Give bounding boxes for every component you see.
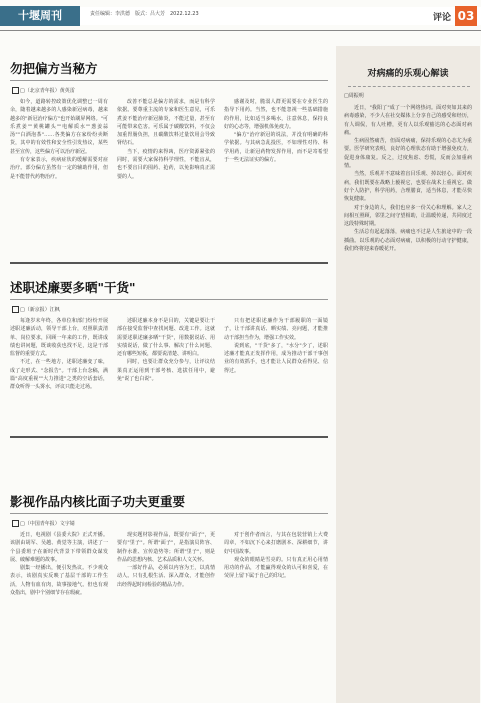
page-number: 03 [455,6,477,26]
paragraph: 生活总有起起落落，病痛也不过是人生旅途中的一段插曲。以乐观的心态面对病痛，以积极的行动守护健康，我们终将迎来春暖花开。 [344,229,472,253]
paragraph: "偏方"治疗新冠的说法，并没有明确的科学依据。与其病急乱投医，不如理性对待、科学用药，让新冠药物发挥作用，而不是寄希望于一些无法证实的偏方。 [224,132,328,164]
paragraph: 观众的眼睛是雪亮的。只有真正用心用情用功的作品，才能赢得观众的认可和喜爱，在荧屏上留下属于自己的印记。 [224,556,328,580]
section-divider [10,262,328,264]
header-rule [0,30,481,31]
article-1-col-3 [224,98,328,256]
paragraph: 感谢及时，脆弱人群更需要在专业医生的指导下用药。当然，也不能忽视一些基础措施的作用，比如适当多喝水，注意休息，保持良好的心态等，增强机体免疫力。 [224,99,328,130]
editor-credits: 责任编辑：李洪德 版式：吕大芳 2022.12.23 [90,11,199,17]
article-1-rule [10,80,328,81]
sidebar-dashed-rule [348,86,470,87]
article-2-col-3 [224,317,328,429]
paragraph: 当下，疫情的来得凶，医疗资源紧张的同时，需要大家保持科学理性，不能盲从，也不要盲目的囤药、抢药，以免影响真正需要的人。 [117,148,215,180]
article-2-byline-text: □（新京报）江枫 [20,307,60,313]
article-3-col-3 [224,531,328,699]
paragraph: 当然，乐观并不意味着盲目乐观、掉以轻心。面对疾病，我们既要在战略上藐视它，也要在战术上重视它。做好个人防护，科学用药，合理膳食，适当休息，才能尽快恢复健康。 [344,171,472,203]
page-header [0,0,481,30]
paragraph: 不过，在一些地方，述职述廉变了味，成了走形式、"念报告"。干部上台念稿，满篇"高度重视""大力推进"之类的空话套话，群众听得一头雾水，评议只能走过场。 [10,359,108,391]
paragraph: 说到底，"干货"多了，"水分"少了，述职述廉才能真正发挥作用，成为推动干部干事创业的有效抓手，也才能让人民群众看得见、信得过。 [224,342,328,374]
paragraph: 对于创作者而言，与其在包装营销上大费周章，不如沉下心来打磨剧本、深耕细节，讲好中国故事。 [224,532,328,555]
paragraph: 每逢岁末年终，各单位和部门纷纷开展述职述廉活动，领导干部上台，对照职责清单、岗位要求，回顾一年来的工作，既讲成绩也讲问题，既谈收获也找不足，这是干部监督的重要方式。 [10,318,108,358]
paragraph: 现实题材影视作品，既要有"面子"，更要有"里子"。所谓"面子"，是指演员阵容、制作水准、宣传造势等；所谓"里子"，则是作品的思想内核、艺术品质和人文关怀。 [117,532,215,563]
byline-box-icon [12,306,19,313]
paragraph: 生病固然痛苦，但面对病痛，保持乐观的心态尤为重要。医学研究表明，良好的心理状态有助于增强免疫力，促进身体康复。反之，过度焦虑、恐慌，反而会加重病情。 [344,138,472,170]
paragraph: 同时，也要让群众充分参与，让评议结果真正运用到干部考核、选拔任用中，避免"说了也白说"。 [117,359,215,383]
byline-box-icon [12,87,19,94]
paragraph: 对于身边的人，我们也应多一份关心和理解。家人之间相互照顾，邻里之间守望相助，让温暖传递，共同度过这段特殊时期。 [344,204,472,228]
section-divider [10,436,328,438]
article-1-byline-text: □（北京青年报）黄英雷 [20,88,75,94]
paragraph: 改善不能总是偏方的需求，而是有科学依据。要尊重主流的专家和医生意见，可乐煮姜不能治疗新冠肺炎，不能过量，甚至有可能带来危害。可乐属于碳酸饮料，不仅会加重胃肠负担，且碳酸饮料过量饮用会导致肾结石。 [117,99,215,147]
paragraph: 有专家表示，疾病症状的缓解需要对症治疗。部分偏方虽然有一定的辅助作用，但是不能替代药物治疗。 [10,157,108,180]
article-2-col-2 [117,317,215,429]
article-3-byline-text: □（中国青年报）文宇婧 [20,521,75,527]
article-2-byline [12,306,60,313]
paragraph: 一部好作品，必须以内容为王，以真情动人。只有扎根生活、深入群众，才能创作出经得起时间检验的精品力作。 [117,565,215,588]
newspaper-brand: 十堰周刊 [0,6,80,26]
paragraph: 近日，电视剧《县委大院》正式开播。该剧由胡军、吴越、黄觉等主演，讲述了一个县委班子在新时代背景下带领群众谋发展、破解难题的故事。 [10,532,108,563]
paragraph: 剧集一经播出，便引发热议。不少观众表示，该剧真实反映了基层干部的工作生活，人物有血有肉，故事接地气。但也有观众指出，剧中个别细节存在瑕疵。 [10,565,108,597]
section-title: 评论 [432,13,451,23]
sidebar-title: 对病痛的乐观心解读 [367,69,449,79]
paragraph: 近日，"我阳了"成了一个网络热词。面对突如其来的病毒感染，不少人在社交媒体上分享自己的感受和经历，有人调侃，有人吐槽，更有人以乐观豁达的心态面对病痛。 [344,105,472,136]
article-1-byline [12,87,75,94]
article-2-rule [10,299,328,300]
article-2-col-1 [10,317,108,429]
sidebar-commentary [336,46,480,703]
paragraph: 只有把述职述廉作为干部履职的一面镜子，让干部讲真话、晒实绩、亮问题，才能推动干部担当作为，增强工作实效。 [224,318,328,341]
article-3-rule [10,513,328,514]
article-1-col-2 [117,98,215,256]
article-3-col-2 [117,531,215,699]
paragraph: 如今，道路转控政策优化调整已一周有余，随着越来越多的人感染新冠病毒，越来越多的"新冠治疗偏方"也开始刷屏网络。"可乐煮姜""黄桃罐头""电解质水""葱姜蒜汤""白酒泡茶"……各类偏方在家纷纷卖断货，其中的有效性和安全性引发热议，某些甚至宣传，这些偏方可以治疗新冠。 [10,99,108,155]
byline-box-icon [12,520,19,527]
article-2-title: 述职述廉要多晒"干货" [10,280,136,295]
article-3-title: 影视作品内核比面子功夫更重要 [10,494,186,509]
article-1-col-1 [10,98,108,256]
article-3-byline [12,520,75,527]
sidebar-byline: □周振明 [344,93,364,99]
article-3-col-1 [10,531,108,699]
sidebar-body [344,104,472,696]
article-1-title: 勿把偏方当秘方 [10,61,98,76]
paragraph: 述职述廉本身不是目的，关键是要让干部在接受监督中查找问题、改进工作。这就需要述职述廉多晒"干货"，用数据说话、用实绩说话，做了什么事、解决了什么问题、还有哪些短板，都要说清楚、讲明白。 [117,318,215,358]
